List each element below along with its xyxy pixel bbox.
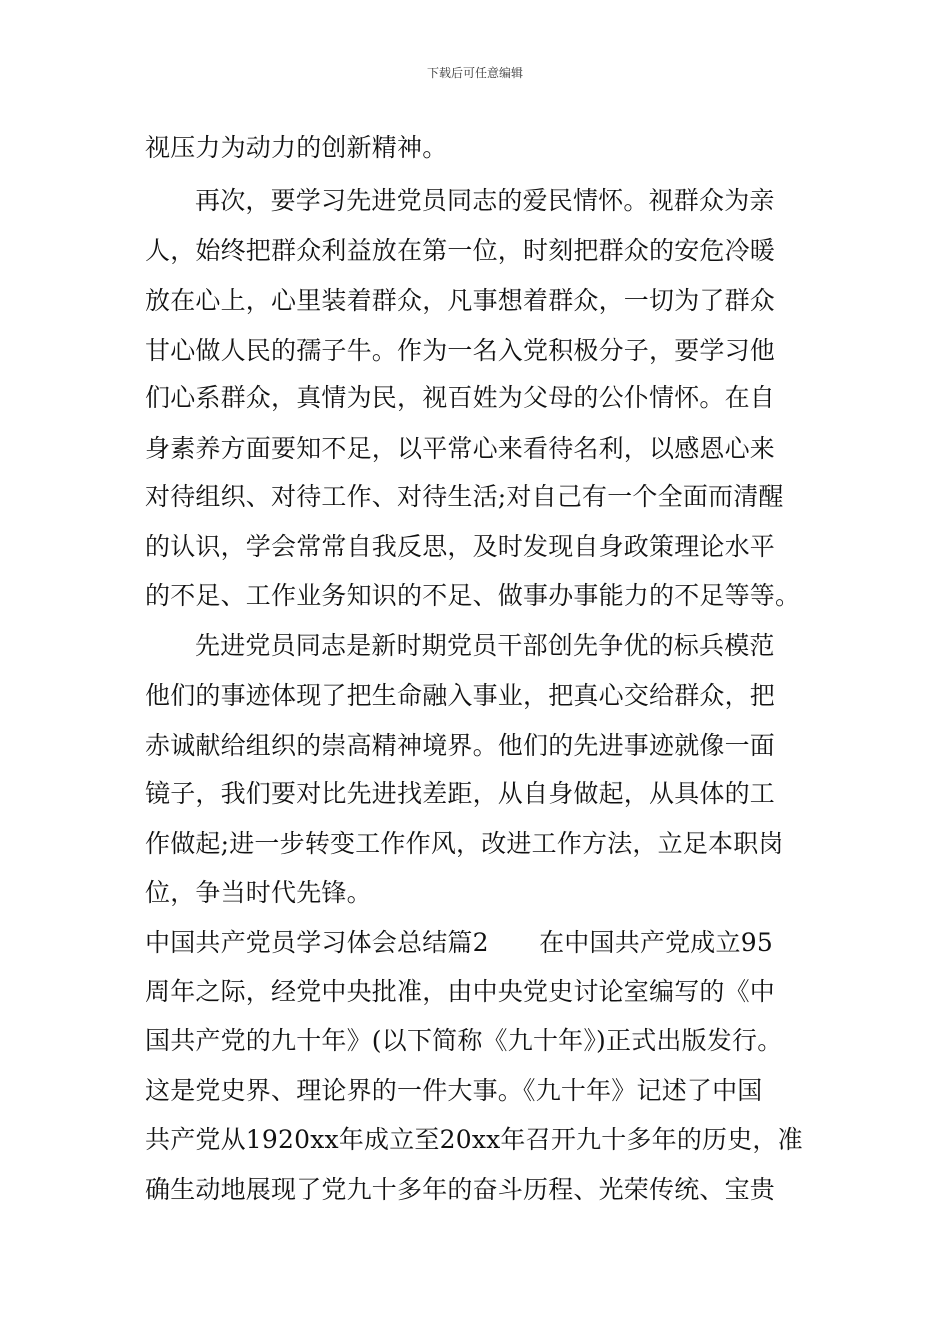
text-line: 放在心上，心里装着群众，凡事想着群众，一切为了群众: [145, 286, 776, 315]
text-line: 的不足、工作业务知识的不足、做事办事能力的不足等等。: [145, 581, 801, 610]
text-line: 再次，要学习先进党员同志的爱民情怀。视群众为亲: [195, 186, 775, 215]
text-line: 作做起;进一步转变工作作风，改进工作方法，立足本职岗: [145, 829, 784, 858]
text-line: 身素养方面要知不足，以平常心来看待名利，以感恩心来: [145, 434, 776, 463]
text-line: 位，争当时代先锋。: [145, 878, 372, 907]
text-line: 中国共产党员学习体会总结篇2 在中国共产党成立95: [145, 928, 773, 957]
page-header: 下载后可任意编辑: [426, 66, 523, 80]
text-line: 视压力为动力的创新精神。: [145, 133, 448, 162]
text-line: 国共产党的九十年》(以下简称《九十年》)正式出版发行。: [145, 1026, 783, 1055]
text-line: 这是党史界、理论界的一件大事。《九十年》记述了中国: [145, 1076, 763, 1105]
text-line: 赤诚献给组织的崇高精神境界。他们的先进事迹就像一面: [145, 731, 776, 760]
text-line: 周年之际，经党中央批准，由中央党史讨论室编写的《中: [145, 977, 776, 1006]
text-line: 甘心做人民的孺子牛。作为一名入党积极分子，要学习他: [145, 336, 776, 365]
text-line: 他们的事迹体现了把生命融入事业，把真心交给群众，把: [145, 681, 776, 710]
text-line: 的认识，学会常常自我反思，及时发现自身政策理论水平: [145, 532, 776, 561]
text-line: 共产党从1920xx年成立至20xx年召开九十多年的历史，准: [145, 1125, 803, 1154]
text-line: 人，始终把群众利益放在第一位，时刻把群众的安危冷暖: [145, 236, 776, 265]
text-line: 确生动地展现了党九十多年的奋斗历程、光荣传统、宝贵: [145, 1175, 776, 1204]
text-line: 们心系群众，真情为民，视百姓为父母的公仆情怀。在自: [145, 383, 776, 412]
text-line: 对待组织、对待工作、对待生活;对自己有一个全面而清醒: [145, 482, 784, 511]
text-line: 先进党员同志是新时期党员干部创先争优的标兵模范: [195, 631, 775, 660]
text-line: 镜子，我们要对比先进找差距，从自身做起，从具体的工: [145, 779, 776, 808]
